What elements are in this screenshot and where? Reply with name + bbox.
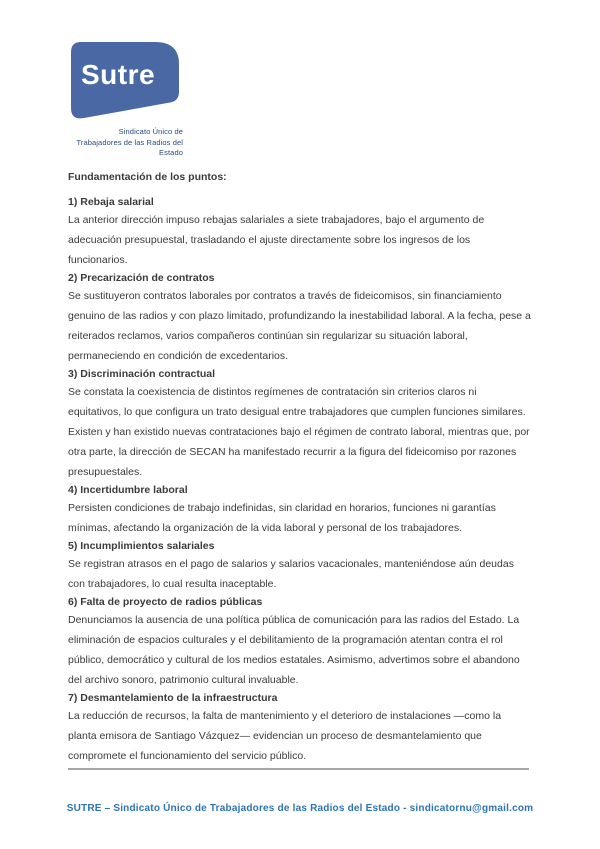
logo-tagline — [67, 127, 183, 159]
section-heading: 6) Falta de proyecto de radios públicas — [68, 596, 263, 608]
document-section — [68, 270, 532, 366]
sutre-logo-graphic — [71, 42, 179, 120]
tagline-line: Sindicato Único de — [118, 127, 183, 136]
section-body: Denunciamos la ausencia de una política pública de comunicación para las radios del Estado. La eliminación de espacios culturales y el debilitamiento de la programación atentan contra el rol público, democrático y cultural de los medios estatales. Asimismo, advertimos sobre el abandono del archivo sonoro, patrimonio cultural invaluable. — [68, 614, 520, 686]
document-section — [68, 690, 532, 766]
sutre-logo — [71, 42, 183, 159]
sutre-wordmark: Sutre — [81, 59, 156, 90]
document-section — [68, 594, 532, 690]
tagline-line: Estado — [159, 148, 183, 157]
section-heading: 3) Discriminación contractual — [68, 368, 216, 380]
document-body — [68, 170, 532, 766]
section-body: Se constata la coexistencia de distintos regímenes de contratación sin criterios claros ni equitativos, lo que configura un trato desigual entre trabajadores que cumplen funciones similares. Existen y han existido nuevas contrataciones bajo el régimen de contrato laboral, mientras que, por otra parte, la dirección de SECAN ha manifestado recurrir a la figura del fideicomiso por razones presupuestales. — [68, 386, 530, 478]
document-section — [68, 194, 532, 270]
document-title: Fundamentación de los puntos: — [68, 171, 227, 183]
section-body: La reducción de recursos, la falta de mantenimiento y el deterioro de instalaciones —como la planta emisora de Santiago Vázquez— evidencian un proceso de desmantelamiento que compromete el funcionamiento del servicio público. — [68, 710, 502, 762]
footer-text: SUTRE – Sindicato Único de Trabajadores de las Radios del Estado - sindicatornu@gmail.com — [66, 803, 534, 814]
section-heading: 1) Rebaja salarial — [68, 196, 154, 208]
section-heading: 4) Incertidumbre laboral — [68, 484, 188, 496]
section-heading: 5) Incumplimientos salariales — [68, 540, 215, 552]
section-body: Se sustituyeron contratos laborales por contratos a través de fideicomisos, sin financiamiento genuino de las radios y con plazo limitado, profundizando la inestabilidad laboral. A la fecha, pese a reiterados reclamos, varios compañeros continúan sin regularizar su situación laboral, permaneciendo en condición de excedentarios. — [68, 290, 531, 362]
section-body: Persisten condiciones de trabajo indefinidas, sin claridad en horarios, funciones ni garantías mínimas, afectando la organización de la vida laboral y personal de los trabajadores. — [68, 502, 496, 534]
section-body: Se registran atrasos en el pago de salarios y salarios vacacionales, manteniéndose aún deudas con trabajadores, lo cual resulta inaceptable. — [68, 558, 514, 590]
section-heading: 2) Precarización de contratos — [68, 272, 215, 284]
document-section — [68, 538, 532, 594]
section-body: La anterior dirección impuso rebajas salariales a siete trabajadores, bajo el argumento de adecuación presupuestal, trasladando el ajuste directamente sobre los ingresos de los funcionarios. — [68, 214, 485, 266]
section-heading: 7) Desmantelamiento de la infraestructura — [68, 692, 278, 704]
tagline-line: Trabajadores de las Radios del — [76, 137, 183, 147]
footer-divider — [68, 768, 529, 770]
document-section — [68, 482, 532, 538]
document-section — [68, 366, 532, 482]
